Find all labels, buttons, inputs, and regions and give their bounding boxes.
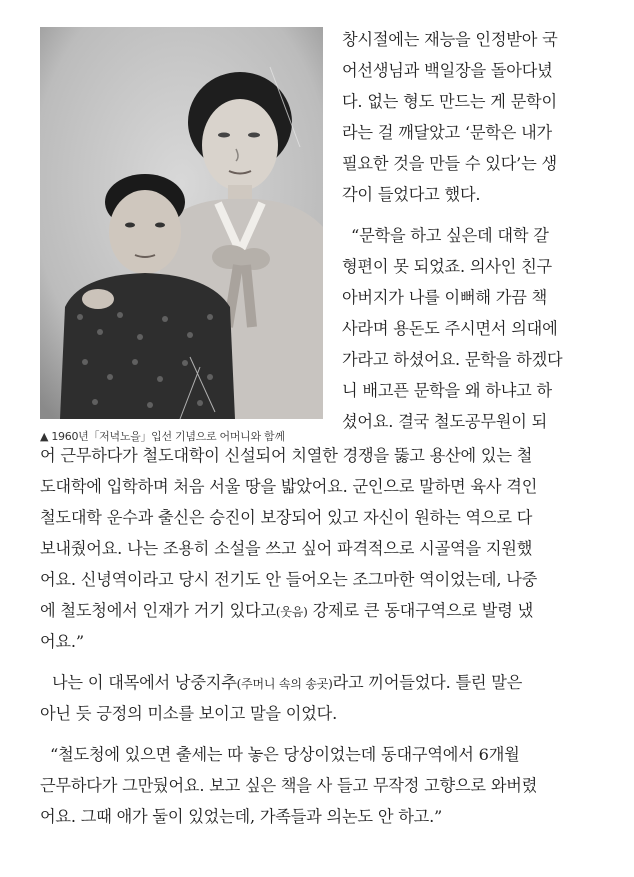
text-segment: 강제로 큰 동대구역으로 발령 냈 bbox=[307, 601, 534, 620]
text-line: 라는 걸 깨달았고 ‘문학은 내가 bbox=[342, 123, 552, 142]
text-line: 어요. 그때 애가 둘이 있었는데, 가족들과 의논도 안 하고.” bbox=[40, 807, 443, 826]
text-line: 철도대학 운수과 출신은 승진이 보장되어 있고 자신이 원하는 역으로 다 bbox=[40, 508, 533, 527]
text-line bbox=[40, 601, 533, 622]
idiom-note: (주머니 속의 송곳) bbox=[236, 677, 333, 691]
text-line bbox=[52, 673, 522, 694]
photo-illustration bbox=[40, 27, 323, 419]
text-line: “철도청에 있으면 출세는 따 놓은 당상이었는데 동대구역에서 6개월 bbox=[50, 745, 520, 764]
photo-caption: ▲ 1960년「저녁노을」입선 기념으로 어머니와 함께 bbox=[40, 430, 285, 443]
text-line: 형편이 못 되었죠. 의사인 친구 bbox=[342, 257, 552, 276]
text-line: 필요한 것을 만들 수 있다’는 생 bbox=[342, 154, 557, 173]
text-segment: 에 철도청에서 인재가 거기 있다고 bbox=[40, 601, 276, 620]
text-line: 가라고 하셨어요. 문학을 하겠다 bbox=[342, 350, 563, 369]
text-line: 창시절에는 재능을 인정받아 국 bbox=[342, 30, 558, 49]
text-segment: 라고 끼어들었다. 틀린 말은 bbox=[332, 673, 523, 692]
text-line: 보내줬어요. 나는 조용히 소설을 쓰고 싶어 파격적으로 시골역을 지원했 bbox=[40, 539, 533, 558]
text-line: 셨어요. 결국 철도공무원이 되 bbox=[342, 412, 548, 431]
text-line: 아버지가 나를 이뻐해 가끔 책 bbox=[342, 288, 548, 307]
text-line: 근무하다가 그만뒀어요. 보고 싶은 책을 사 들고 무작정 고향으로 와버렸 bbox=[40, 776, 538, 795]
text-segment: 나는 이 대목에서 낭중지추 bbox=[52, 673, 237, 692]
text-line: 각이 들었다고 했다. bbox=[342, 185, 481, 204]
text-line: 어 근무하다가 철도대학이 신설되어 치열한 경쟁을 뚫고 용산에 있는 철 bbox=[40, 446, 533, 465]
text-line: 어선생님과 백일장을 돌아다녔 bbox=[342, 61, 553, 80]
text-line: 다. 없는 형도 만드는 게 문학이 bbox=[342, 92, 557, 111]
text-line: 사라며 용돈도 주시면서 의대에 bbox=[342, 319, 558, 338]
text-line: 아닌 듯 긍정의 미소를 보이고 말을 이었다. bbox=[40, 704, 338, 723]
text-line: 어요. 신녕역이라고 당시 전기도 안 들어오는 조그마한 역이었는데, 나중 bbox=[40, 570, 538, 589]
photo-mother-and-son bbox=[40, 27, 323, 419]
text-line: 어요.” bbox=[40, 632, 84, 651]
text-line: 도대학에 입학하며 처음 서울 땅을 밟았어요. 군인으로 말하면 육사 격인 bbox=[40, 477, 538, 496]
text-line: “문학을 하고 싶은데 대학 갈 bbox=[351, 226, 549, 245]
laughter-note: (웃음) bbox=[275, 605, 308, 619]
text-line: 니 배고픈 문학을 왜 하냐고 하 bbox=[342, 381, 552, 400]
